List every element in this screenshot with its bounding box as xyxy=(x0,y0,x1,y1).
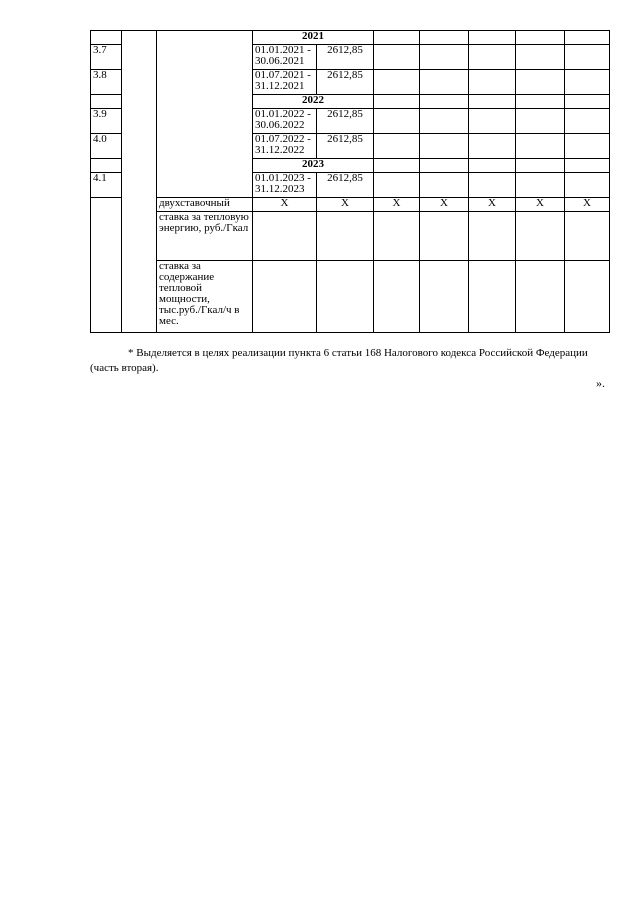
row-number: 3.8 xyxy=(91,70,122,95)
x-mark: X xyxy=(420,198,469,212)
two-part-label: двухставочный xyxy=(157,198,253,212)
table-cell xyxy=(565,159,610,173)
table-cell xyxy=(122,31,157,333)
table-cell xyxy=(374,31,420,45)
table-cell xyxy=(420,45,469,70)
table-cell xyxy=(516,261,565,333)
table-cell xyxy=(469,212,516,261)
table-cell xyxy=(516,70,565,95)
table-cell xyxy=(374,159,420,173)
period-cell: 01.01.2023 - 31.12.2023 xyxy=(253,173,317,198)
table-cell xyxy=(420,159,469,173)
table-cell xyxy=(516,173,565,198)
table-cell xyxy=(565,261,610,333)
table-cell xyxy=(469,31,516,45)
table-cell xyxy=(420,95,469,109)
x-mark: X xyxy=(516,198,565,212)
table-cell xyxy=(374,45,420,70)
table-cell xyxy=(253,212,317,261)
period-cell: 01.07.2022 - 31.12.2022 xyxy=(253,134,317,159)
table-cell xyxy=(420,70,469,95)
table-cell xyxy=(565,45,610,70)
table-cell xyxy=(420,261,469,333)
table-cell xyxy=(469,70,516,95)
table-cell xyxy=(317,261,374,333)
table-cell xyxy=(374,95,420,109)
tariff-value: 2612,85 xyxy=(317,45,374,70)
table-cell xyxy=(565,95,610,109)
table-cell xyxy=(91,31,122,45)
table-cell xyxy=(374,109,420,134)
table-cell xyxy=(374,134,420,159)
year-heading: 2021 xyxy=(253,31,374,45)
table-row xyxy=(91,198,610,212)
table-cell xyxy=(565,212,610,261)
closing-quote: ». xyxy=(596,376,605,390)
year-heading: 2023 xyxy=(253,159,374,173)
footnote: * Выделяется в целях реализации пункта 6 статьи 168 Налогового кодекса Российской Федерации (часть вторая). xyxy=(90,347,588,374)
table-cell xyxy=(469,261,516,333)
table-cell xyxy=(374,212,420,261)
table-cell xyxy=(420,173,469,198)
year-heading: 2022 xyxy=(253,95,374,109)
energy-rate-label: ставка за тепловую энергию, руб./Гкал xyxy=(157,212,253,261)
table-cell xyxy=(469,134,516,159)
table-cell xyxy=(317,212,374,261)
table-cell xyxy=(516,31,565,45)
table-cell xyxy=(565,31,610,45)
row-number: 4.1 xyxy=(91,173,122,198)
table-cell xyxy=(565,109,610,134)
period-cell: 01.01.2022 - 30.06.2022 xyxy=(253,109,317,134)
x-mark: X xyxy=(253,198,317,212)
table-cell xyxy=(516,109,565,134)
tariff-value: 2612,85 xyxy=(317,70,374,95)
table-cell xyxy=(91,159,122,173)
table-row xyxy=(91,261,610,333)
table-cell xyxy=(420,212,469,261)
table-cell xyxy=(516,212,565,261)
table-cell xyxy=(91,95,122,109)
tariff-value: 2612,85 xyxy=(317,134,374,159)
table-cell xyxy=(469,45,516,70)
table-cell xyxy=(420,134,469,159)
table-cell xyxy=(565,173,610,198)
table-body xyxy=(91,31,610,333)
table-cell xyxy=(91,198,122,333)
table-cell xyxy=(516,134,565,159)
table-cell xyxy=(565,134,610,159)
table-cell xyxy=(469,173,516,198)
row-number: 3.9 xyxy=(91,109,122,134)
table-cell xyxy=(469,109,516,134)
table-cell xyxy=(157,31,253,198)
tariff-value: 2612,85 xyxy=(317,109,374,134)
x-mark: X xyxy=(374,198,420,212)
table-cell xyxy=(516,159,565,173)
table-cell xyxy=(374,261,420,333)
table-cell xyxy=(253,261,317,333)
x-mark: X xyxy=(317,198,374,212)
table-cell xyxy=(516,45,565,70)
x-mark: X xyxy=(469,198,516,212)
x-mark: X xyxy=(565,198,610,212)
table-cell xyxy=(469,159,516,173)
table-cell xyxy=(374,70,420,95)
table-cell xyxy=(565,70,610,95)
row-number: 3.7 xyxy=(91,45,122,70)
period-cell: 01.07.2021 - 31.12.2021 xyxy=(253,70,317,95)
row-number: 4.0 xyxy=(91,134,122,159)
table-cell xyxy=(469,95,516,109)
capacity-rate-label: ставка за содержание тепловой мощности, тыс.руб./Гкал/ч в мес. xyxy=(157,261,253,333)
table-cell xyxy=(374,173,420,198)
tariff-value: 2612,85 xyxy=(317,173,374,198)
period-cell: 01.01.2021 - 30.06.2021 xyxy=(253,45,317,70)
tariff-table xyxy=(90,30,610,333)
table-cell xyxy=(420,31,469,45)
table-cell xyxy=(420,109,469,134)
table-cell xyxy=(516,95,565,109)
table-row xyxy=(91,212,610,261)
table-row xyxy=(91,31,610,45)
